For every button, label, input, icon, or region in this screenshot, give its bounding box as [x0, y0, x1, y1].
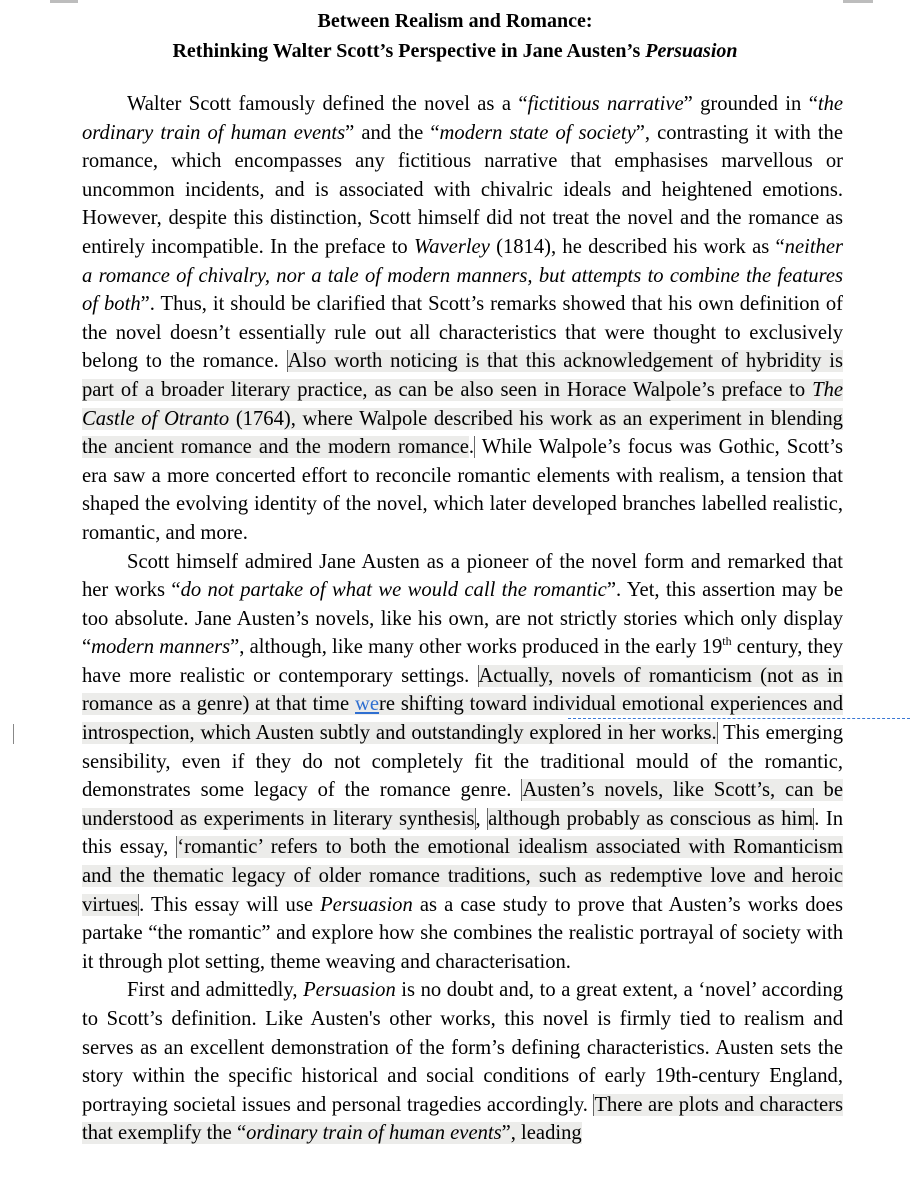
- italic-run: ordinary train of human events: [246, 1122, 502, 1145]
- text-run: This emerging sensibility, even if they do not completely fit the traditional mould of the romantic, demonstrates some legacy of the romance genre.: [82, 722, 843, 802]
- superscript-th: th: [722, 634, 732, 649]
- text-run: ”. Yet, this assertion may be too absolute. Jane Austen’s novels, like his own, are not strictly stories which only display “: [82, 579, 843, 659]
- text-run: as a case study to prove that Austen’s works does partake “the romantic” and explore how she combines the realistic portrayal of society with it through plot setting, theme weaving and characterisation.: [82, 893, 843, 973]
- text-run: ”, contrasting it with the romance, which encompasses any fictitious narrative that emphasises marvellous or uncommon incidents, and is associated with chivalric ideals and heightened emotions. However, despite this distinction, Scott himself did not treat the novel and the romance as entirely incompatible. In the preface to: [82, 121, 843, 258]
- text-run: ”, although, like many other works produced in the early 19: [230, 636, 723, 659]
- page-corner-left-mark: [50, 0, 78, 3]
- italic-run: The Castle of Otranto: [82, 378, 843, 430]
- text-run: century, they have more realistic or contemporary settings.: [82, 636, 843, 687]
- highlighted-edit-4[interactable]: although probably as conscious as him: [488, 807, 814, 830]
- italic-run: modern state of society: [439, 121, 636, 144]
- paragraph-3[interactable]: [82, 976, 843, 1148]
- text-run: ” grounded in “: [683, 93, 818, 115]
- change-bar-marker: [13, 724, 14, 744]
- text-run: Actually, novels of romanticism (not as in romance as a genre) at that time: [82, 664, 843, 716]
- italic-run: Waverley: [413, 235, 490, 258]
- paragraph-1[interactable]: Walter Scott famously defined the novel as a “fictitious narrative” grounded in “the ordinary train of human events” and the “modern state of society”, contrasting it with the romance, which encompasses any fictitious narrative that emphasises marvellous or uncommon incidents, and is associated with chivalric ideals and heightened emotions. However, despite this distinction, Scott himself did not treat the novel and the romance as entirely incompatible. In the preface to Waverley (1814), he described his work as “neither a romance of chivalry, nor a tale of modern manners, but attempts to combine the features of both”. Thus, it should be clarified that Scott’s remarks showed that his own definition of the novel doesn’t essentially rule out all characteristics that were thought to exclusively belong to the romance. Also worth noticing is that this acknowledgement of hybridity is part of a broader literary practice, as can be also seen in Horace Walpole’s preface to The Castle of Otranto (1764), where Walpole described his work as an experiment in blending the ancient romance and the modern romance. While Walpole’s focus was Gothic, Scott’s era saw a more concerted effort to reconcile romantic elements with realism, a tension that shaped the evolving identity of the novel, which later developed branches labelled realistic, romantic, and more.: [82, 93, 844, 544]
- comment-anchor-link[interactable]: we: [355, 693, 380, 716]
- title-line-2: [0, 36, 910, 66]
- title-line-2-text: Rethinking Walter Scott’s Perspective in Jane Austen’s: [172, 40, 646, 62]
- text-run: Also worth noticing is that this acknowledgement of hybridity is part of a broader literary practice, as can be also seen in Horace Walpole’s preface to: [82, 350, 843, 401]
- page-corner-right-mark: [843, 0, 873, 3]
- text-run: (1814), he described his work as “: [489, 235, 785, 258]
- document-body[interactable]: [82, 90, 843, 1148]
- paragraph-2[interactable]: Scott himself admired Jane Austen as a pioneer of the novel form and remarked that her works “do not partake of what we would call the romantic”. Yet, this assertion may be too absolute. Jane Austen’s novels, like his own, are not strictly stories which only display “modern manners”, although, like many other works produced in the early 19th century, they have more realistic or contemporary settings. Actually, novels of romanticism (not as in romance as a genre) at that time were shifting toward individual emotional experiences and introspection, which Austen subtly and outstandingly explored in her works. This emerging sensibility, even if they do not completely fit the traditional mould of the romantic, demonstrates some legacy of the romance genre. Austen’s novels, like Scott’s, can be understood as experiments in literary synthesis, although probably as conscious as him. In this essay, ‘romantic’ refers to both the emotional idealism associated with Romanticism and the thematic legacy of older romance traditions, such as redemptive love and heroic virtues. This essay will use Persuasion as a case study to prove that Austen’s works does partake “the romantic” and explore how she combines the realistic portrayal of society with it through plot setting, theme weaving and characterisation.: [82, 550, 843, 973]
- text-run: ” and the “: [345, 121, 440, 144]
- text-run: First and admittedly,: [127, 979, 304, 1002]
- title-line-1: Between Realism and Romance:: [317, 10, 593, 32]
- document-title: [0, 6, 910, 66]
- text-run: ”, leading: [501, 1122, 582, 1145]
- text-run: There are plots and characters that exemplify the “: [82, 1093, 843, 1145]
- italic-run: Persuasion: [320, 893, 413, 916]
- highlighted-edit-3[interactable]: Austen’s novels, like Scott’s, can be understood as experiments in literary synthesis: [82, 779, 843, 830]
- text-run: ”. Thus, it should be clarified that Scott’s remarks showed that his own definition of the novel doesn’t essentially rule out all characteristics that were thought to exclusively belong to the romance.: [82, 293, 843, 373]
- italic-run: neither a romance of chivalry, nor a tale of modern manners, but attempts to combine the features of both: [82, 235, 843, 316]
- italic-run: fictitious narrative: [527, 93, 684, 115]
- title-italic-persuasion: Persuasion: [645, 40, 738, 62]
- text-run: Walter Scott famously defined the novel as a “: [127, 93, 528, 115]
- text-run: is no doubt and, to a great extent, a ‘novel’ according to Scott’s definition. Like Austen's other works, this novel is firmly tied to realism and serves as an excellent demonstration of the form’s defining characteristics. Austen sets the story within the specific historical and social conditions of early 19th-century England, portraying societal issues and personal tragedies accordingly.: [82, 979, 843, 1116]
- italic-run: modern manners: [91, 636, 231, 659]
- text-run: In this essay,: [82, 807, 843, 859]
- italic-run: Persuasion: [303, 979, 396, 1002]
- text-run: While Walpole’s focus was Gothic, Scott’s era saw a more concerted effort to reconcile romantic elements with realism, a tension that shaped the evolving identity of the novel, which later developed branches labelled realistic, romantic, and more.: [82, 436, 843, 544]
- highlighted-edit-5[interactable]: ‘romantic’ refers to both the emotional idealism associated with Romanticism and the thematic legacy of older romance traditions, such as redemptive love and heroic virtues: [82, 836, 843, 916]
- text-run: ,: [475, 807, 488, 830]
- text-run: (1764), where Walpole described his work as an experiment in blending the ancient romance and the modern romance: [82, 407, 843, 459]
- text-run: Scott himself admired Jane Austen as a pioneer of the novel form and remarked that her works “: [82, 550, 843, 602]
- italic-run: do not partake of what we would call the romantic: [180, 579, 607, 602]
- text-run: re shifting toward individual emotional experiences and introspection, which Austen subtly and outstandingly explored in her works.: [82, 693, 843, 745]
- text-run: This essay will use: [144, 893, 321, 916]
- italic-run: the ordinary train of human events: [82, 93, 844, 144]
